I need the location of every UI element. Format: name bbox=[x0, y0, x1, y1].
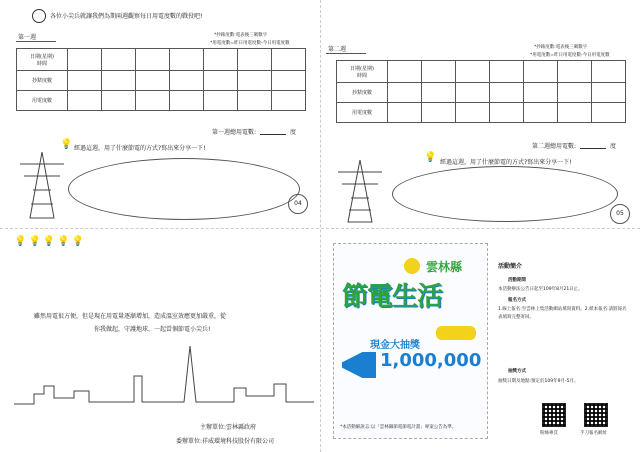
table-cell[interactable] bbox=[136, 49, 170, 71]
total-label: 第二週總用電數: bbox=[532, 143, 577, 150]
table-cell[interactable] bbox=[524, 103, 558, 123]
megaphone-icon bbox=[342, 352, 376, 378]
target-icon bbox=[32, 9, 46, 23]
lightbulb-icon: 💡 bbox=[60, 139, 73, 150]
table-cell[interactable] bbox=[592, 83, 626, 103]
answer-bubble[interactable] bbox=[392, 166, 618, 222]
table-cell[interactable] bbox=[524, 61, 558, 83]
activity-heading: 活動簡介 bbox=[498, 263, 523, 270]
method-text: 1.線上報名:至雲林上集活動網站填寫資料。2.紙本報名:請將報名表填寫完整寄回。 bbox=[498, 307, 627, 320]
total-label: 第一週總用電數: bbox=[212, 129, 257, 136]
prize-amount: 1,000,000 bbox=[380, 350, 482, 371]
table-cell[interactable] bbox=[102, 91, 136, 111]
table-cell[interactable] bbox=[456, 61, 490, 83]
draw-title: 抽獎方式 bbox=[508, 369, 526, 374]
message-line-1: 雖然用電很方便，但是現在用電量逐漸增加，造成溫室效應更加嚴重，從 bbox=[34, 313, 227, 320]
table-cell[interactable] bbox=[272, 71, 306, 91]
week-label: 第二週 bbox=[326, 44, 366, 54]
power-tower-icon bbox=[12, 150, 72, 220]
table-cell[interactable] bbox=[422, 83, 456, 103]
question-text: 經過這週，用了什麼節電的方式?寫出來分享一下! bbox=[440, 159, 572, 166]
campaign-flyer bbox=[333, 243, 488, 439]
coins-icon bbox=[436, 326, 476, 340]
table-cell[interactable] bbox=[388, 61, 422, 83]
row-header-usage: 用電度數 bbox=[17, 91, 68, 111]
organizer-text: 主辦單位:雲林縣政府 bbox=[200, 424, 257, 431]
table-cell[interactable] bbox=[388, 103, 422, 123]
usage-table bbox=[336, 60, 626, 123]
method-title: 報名方式 bbox=[508, 298, 526, 303]
table-cell[interactable] bbox=[68, 49, 102, 71]
period-text: 本活動辦法公告日起至109年8月21日止。 bbox=[498, 287, 583, 292]
row-header-date: 日期(星期) 時間 bbox=[337, 61, 388, 83]
row-header-date: 日期(星期) 時間 bbox=[17, 49, 68, 71]
message-line-2: 你我做起，守護地球，一起當個節電小尖兵! bbox=[94, 326, 211, 333]
bulb-logo-icon bbox=[404, 258, 420, 274]
row-header-meter: 抄錶度數 bbox=[17, 71, 68, 91]
hanging-bulbs-icon: 💡💡💡💡💡 bbox=[14, 236, 87, 247]
table-cell[interactable] bbox=[558, 61, 592, 83]
table-cell[interactable] bbox=[592, 61, 626, 83]
total-unit: 度 bbox=[610, 143, 617, 150]
table-cell[interactable] bbox=[136, 71, 170, 91]
page-number: 04 bbox=[288, 194, 308, 214]
table-cell[interactable] bbox=[204, 71, 238, 91]
table-cell[interactable] bbox=[170, 49, 204, 71]
table-cell[interactable] bbox=[272, 91, 306, 111]
table-cell[interactable] bbox=[238, 91, 272, 111]
total-blank[interactable] bbox=[260, 134, 286, 135]
note-usage: *用電度數=昨日用電度數-今日用電度數 bbox=[210, 41, 290, 46]
total-unit: 度 bbox=[290, 129, 297, 136]
note-usage: *用電度數=昨日用電度數-今日用電度數 bbox=[530, 53, 610, 58]
draw-text: 抽獎日期及地點:預定於109年9月-5月。 bbox=[498, 379, 579, 384]
table-cell[interactable] bbox=[170, 71, 204, 91]
table-cell[interactable] bbox=[592, 103, 626, 123]
table-cell[interactable] bbox=[68, 91, 102, 111]
table-cell[interactable] bbox=[490, 103, 524, 123]
note-meter: *抄錶度數:電表後三碼數字 bbox=[534, 45, 588, 50]
fold-line-vertical bbox=[320, 0, 321, 452]
period-title: 活動期間 bbox=[508, 278, 526, 283]
intro-text: 各位小尖兵就讓我們為期兩週觀察每日用電度數的戰役吧! bbox=[50, 13, 203, 20]
page-number: 05 bbox=[610, 204, 630, 224]
table-cell[interactable] bbox=[238, 71, 272, 91]
table-cell[interactable] bbox=[68, 71, 102, 91]
table-cell[interactable] bbox=[238, 49, 272, 71]
table-cell[interactable] bbox=[422, 103, 456, 123]
city-skyline-icon bbox=[14, 336, 314, 406]
table-cell[interactable] bbox=[558, 83, 592, 103]
table-cell[interactable] bbox=[490, 61, 524, 83]
table-cell[interactable] bbox=[388, 83, 422, 103]
fanpage-qr-code[interactable] bbox=[542, 403, 566, 427]
table-cell[interactable] bbox=[136, 91, 170, 111]
table-cell[interactable] bbox=[102, 71, 136, 91]
answer-bubble[interactable] bbox=[68, 158, 300, 220]
lightbulb-icon: 💡 bbox=[424, 152, 437, 163]
table-cell[interactable] bbox=[272, 49, 306, 71]
note-meter: *抄錶度數:電表後三碼數字 bbox=[214, 33, 268, 38]
power-tower-icon bbox=[330, 158, 390, 224]
total-blank[interactable] bbox=[580, 148, 606, 149]
question-text: 經過這週，用了什麼節電的方式?寫出來分享一下! bbox=[74, 145, 206, 152]
table-cell[interactable] bbox=[524, 83, 558, 103]
week-label: 第一週 bbox=[16, 32, 56, 42]
table-cell[interactable] bbox=[558, 103, 592, 123]
prize-label: 現金大抽獎 bbox=[370, 340, 420, 351]
signup-qr-label: 手刀報名網址 bbox=[580, 431, 607, 436]
table-cell[interactable] bbox=[204, 91, 238, 111]
table-cell[interactable] bbox=[422, 61, 456, 83]
county-title: 雲林縣 bbox=[426, 260, 463, 274]
table-cell[interactable] bbox=[456, 83, 490, 103]
row-header-meter: 抄錶度數 bbox=[337, 83, 388, 103]
table-cell[interactable] bbox=[490, 83, 524, 103]
fold-line-horizontal bbox=[0, 228, 640, 229]
executor-text: 委辦單位:祥威環境科技股份有限公司 bbox=[176, 438, 275, 445]
row-header-usage: 用電度數 bbox=[337, 103, 388, 123]
signup-qr-code[interactable] bbox=[584, 403, 608, 427]
table-cell[interactable] bbox=[204, 49, 238, 71]
campaign-title: 節電生活 bbox=[342, 282, 443, 312]
fanpage-qr-label: 粉絲專頁 bbox=[540, 431, 558, 436]
usage-table bbox=[16, 48, 306, 111]
table-cell[interactable] bbox=[170, 91, 204, 111]
table-cell[interactable] bbox=[456, 103, 490, 123]
table-cell[interactable] bbox=[102, 49, 136, 71]
flyer-footer: *本活動解說志:以「雲林縣節電節電計畫」專案公告為準。 bbox=[340, 425, 457, 430]
